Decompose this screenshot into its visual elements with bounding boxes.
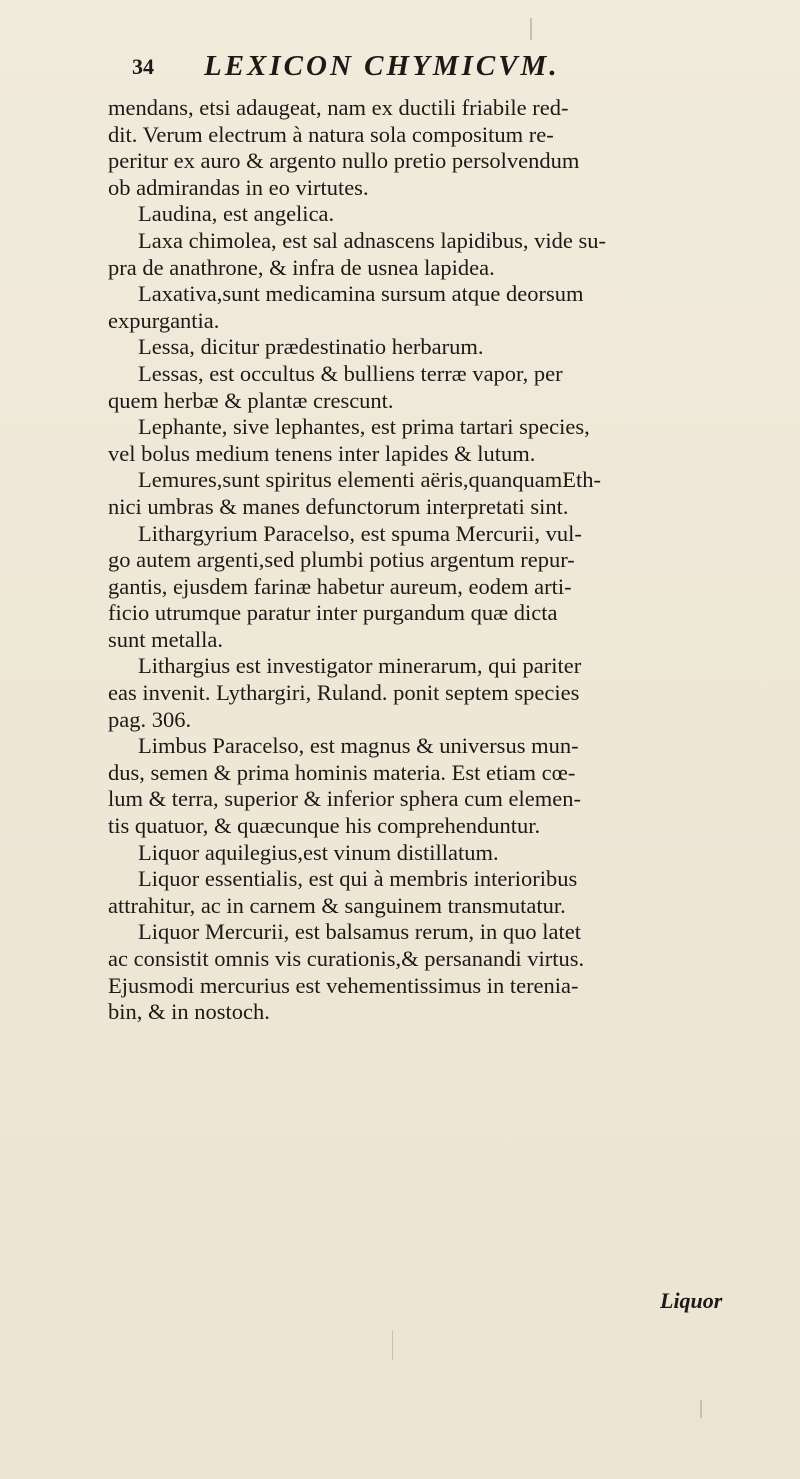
- paper-speck: [530, 18, 532, 40]
- text-line: lum & terra, superior & inferior sphera cum elemen-: [108, 786, 581, 812]
- text-line: sunt metalla.: [108, 626, 223, 652]
- running-title: LEXICON CHYMICVM.: [204, 50, 560, 82]
- text-line: ac consistit omnis vis curationis,& persanandi virtus.: [108, 946, 585, 971]
- text-line: pra de anathrone, & infra de usnea lapidea.: [108, 254, 495, 280]
- entry-line: Lithargius est investigator minerarum, qui pariter: [138, 653, 582, 679]
- text-line: vel bolus medium tenens inter lapides & lutum.: [108, 440, 536, 466]
- page-header: [132, 50, 672, 90]
- entry-line: Lessas, est occultus & bulliens terræ vapor, per: [138, 360, 563, 386]
- entry-line: Liquor Mercurii, est balsamus rerum, in quo latet: [138, 919, 582, 945]
- text-line: dus, semen & prima hominis materia. Est etiam cœ-: [108, 759, 576, 785]
- text-line: eas invenit. Lythargiri, Ruland. ponit septem species: [108, 680, 580, 706]
- text-line: ficio utrumque paratur inter purgandum quæ dicta: [108, 600, 558, 626]
- entry-line: Liquor essentialis, est qui à membris interioribus: [138, 866, 578, 892]
- text-line: expurgantia.: [108, 307, 220, 333]
- entry-line: Liquor aquilegius,est vinum distillatum.: [138, 839, 499, 865]
- text-line: quem herbæ & plantæ crescunt.: [108, 387, 394, 413]
- entry-line: Limbus Paracelso, est magnus & universus mun-: [138, 733, 579, 759]
- entry-line: Lithargyrium Paracelso, est spuma Mercurii, vul-: [138, 520, 582, 546]
- text-line: mendans, etsi adaugeat, nam ex ductili friabile red-: [108, 95, 569, 120]
- text-body: [108, 95, 748, 1026]
- text-line: go autem argenti,sed plumbi potius argentum repur-: [108, 547, 575, 573]
- paper-speck: [700, 1400, 702, 1418]
- entry-line: Laxativa,sunt medicamina sursum atque deorsum: [138, 281, 584, 307]
- text-line: tis quatuor, & quæcunque his comprehenduntur.: [108, 813, 541, 839]
- entry-line: Lemures,sunt spiritus elementi aëris,quanquamEth-: [138, 467, 602, 493]
- text-line: bin, & in nostoch.: [108, 999, 270, 1025]
- text-line: ob admirandas in eo virtutes.: [108, 174, 369, 200]
- entry-line: Laxa chimolea, est sal adnascens lapidibus, vide su-: [138, 227, 606, 253]
- entry-line: Laudina, est angelica.: [138, 201, 335, 227]
- text-line: Ejusmodi mercurius est vehementissimus in terenia-: [108, 972, 579, 998]
- text-line: dit. Verum electrum à natura sola compositum re-: [108, 121, 554, 147]
- page-number: 34: [132, 54, 154, 79]
- catchword: Liquor: [660, 1288, 723, 1313]
- paper-speck: [392, 1330, 393, 1360]
- entry-line: Lephante, sive lephantes, est prima tartari species,: [138, 414, 590, 440]
- text-line: pag. 306.: [108, 706, 192, 732]
- text-line: attrahitur, ac in carnem & sanguinem transmutatur.: [108, 892, 566, 918]
- text-line: peritur ex auro & argento nullo pretio persolvendum: [108, 148, 580, 174]
- entry-line: Lessa, dicitur prædestinatio herbarum.: [138, 334, 484, 360]
- text-line: nici umbras & manes defunctorum interpretati sint.: [108, 493, 569, 519]
- text-line: gantis, ejusdem farinæ habetur aureum, eodem arti-: [108, 573, 572, 599]
